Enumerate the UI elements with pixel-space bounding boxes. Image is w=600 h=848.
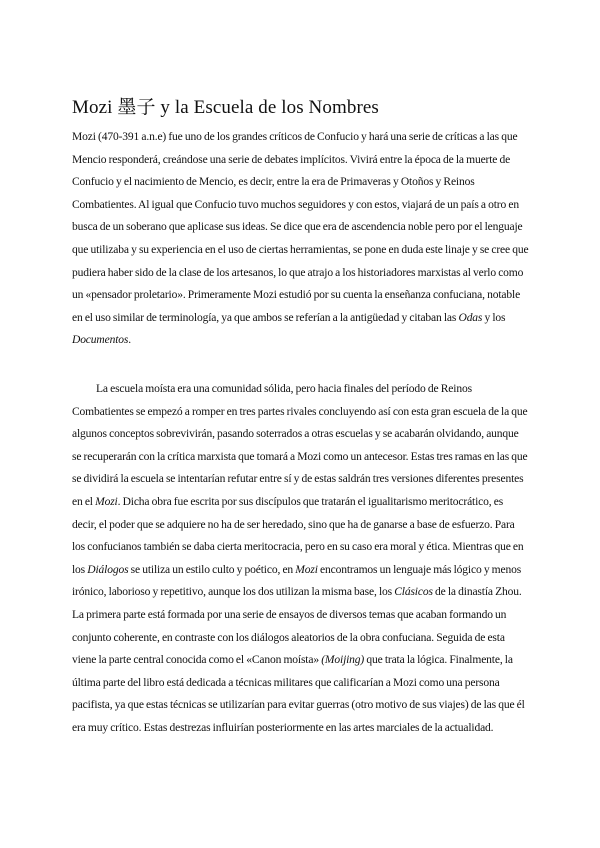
paragraph-text: La escuela moísta era una comunidad sólida, pero hacia finales del período de Reinos Combatientes se empezó a romper en tres partes rivales concluyendo así con esta gran escuela de la que algunos conceptos sobrevivirán, pasando soterrados a otras escuelas y se acabarán olvidando, aunque se recuperarán con la crítica marxista que tomará a Mozi como un antecesor. Estas tres ramas en las que se dividirá la escuela se intentarían refutar entre sí y de estas saldrán tres versiones diferentes presentes en el: [72, 383, 528, 508]
italic-title-mozi: Mozi: [95, 495, 118, 508]
paragraph-text: . Dicha obra fue escrita por sus discípulos que tratarán el igualitarismo meritocrático, es decir, el poder que se adquiere no ha de ser heredado, sino que ha de ganarse a base de esfuerzo. Para los confucianos también se daba cierta meritocracia, pero en su caso era moral y ética. Mientras que en los: [72, 495, 524, 576]
italic-title-clasicos: Clásicos: [394, 586, 433, 599]
page-title: Mozi 墨子 y la Escuela de los Nombres: [72, 97, 379, 118]
paragraph-text: Mozi (470-391 a.n.e) fue uno de los grandes críticos de Confucio y hará una serie de críticas a las que Mencio responderá, creándose una serie de debates implícitos. Vivirá entre la época de la muerte de Confucio y el nacimiento de Mencio, es decir, entre la era de Primaveras y Otoños y Reinos Combatientes. Al igual que Confucio tuvo muchos seguidores y con estos, viajará de un país a otro en busca de un soberano que aplicase sus ideas. Se dice que era de ascendencia noble pero por el lenguaje que utilizaba y su experiencia en el uso de ciertas herramientas, se pone en duda este linaje y se cree que pudiera haber sido de la clase de los artesanos, lo que atrajo a los historiadores marxistas al verlo como un «pensador proletario». Primeramente Mozi estudió por su cuenta la enseñanza confuciana, notable en el uso similar de terminología, ya que ambos se referían a la antigüedad y citaban las: [72, 131, 529, 324]
paragraph-text: se utiliza un estilo culto y poético, en: [128, 563, 296, 576]
paragraph-text: de la dinastía Zhou. La primera parte está formada por una serie de ensayos de diversos temas que acaban formando un conjunto coherente, en contraste con los diálogos aleatorios de la obra confuciana. Seguida de esta viene la parte central conocida como el «Canon moísta»: [72, 586, 522, 667]
italic-title-dialogos: Diálogos: [87, 563, 129, 576]
italic-title-mozi: Mozi: [295, 563, 318, 576]
paragraph-1: [72, 126, 529, 352]
italic-term-moijing: (Moijing): [321, 654, 365, 667]
paragraph-text: y los: [482, 311, 506, 324]
italic-title-documentos: Documentos: [72, 334, 129, 347]
italic-title-odas: Odas: [458, 311, 483, 324]
paragraph-text: que trata la lógica. Finalmente, la última parte del libro está dedicada a técnicas militares que calificarían a Mozi como una persona pacifista, ya que estas técnicas se utilizarían para evitar guerras (otro motivo de sus viajes) de las que él era muy crítico. Estas destrezas influirían posteriormente en las artes marciales de la actualidad.: [72, 654, 525, 734]
paragraph-2: [72, 378, 529, 740]
paragraph-text: encontramos un lenguaje más lógico y menos irónico, laborioso y repetitivo, aunque los dos utilizan la misma base, los: [72, 563, 522, 599]
paragraph-text: .: [128, 334, 131, 347]
